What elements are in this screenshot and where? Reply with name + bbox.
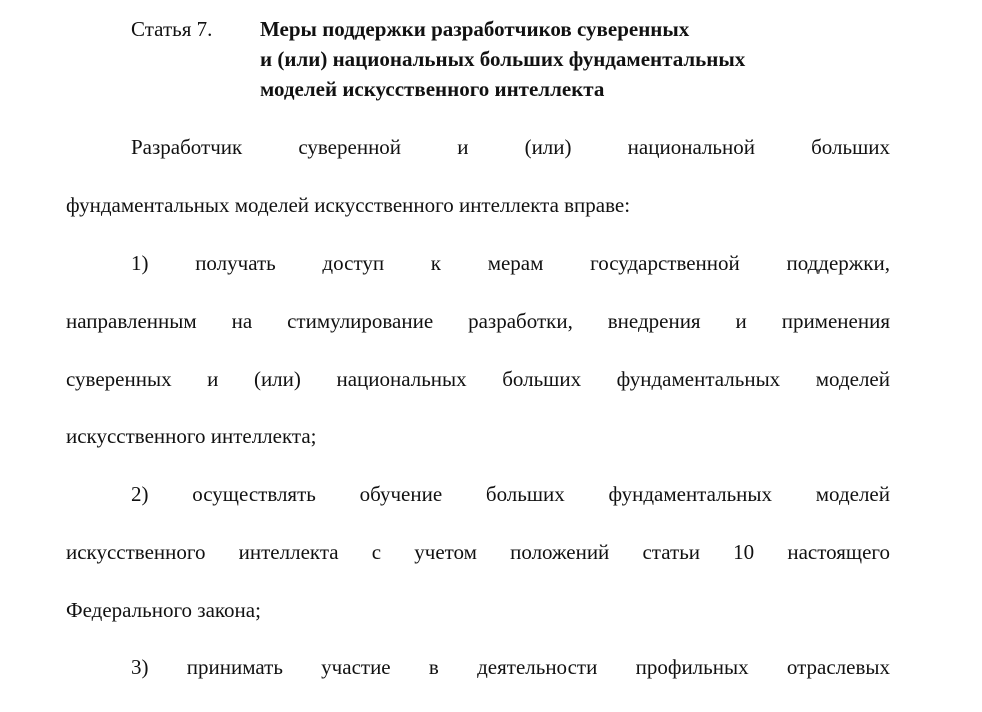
article-title-line-2: и (или) национальных больших фундаментальных: [260, 47, 746, 71]
article-title-line-3: моделей искусственного интеллекта: [260, 77, 605, 101]
paragraph-intro-line-1: Разработчик суверенной и (или) национальной больших: [131, 135, 890, 159]
item-3-line-1: 3) принимать участие в деятельности профильных отраслевых: [131, 655, 890, 679]
paragraph-intro-line-2: фундаментальных моделей искусственного интеллекта вправе:: [66, 193, 631, 217]
item-2-line-1: 2) осуществлять обучение больших фундаментальных моделей: [131, 482, 890, 506]
item-1-line-1: 1) получать доступ к мерам государственной поддержки,: [131, 251, 890, 275]
article-number: Статья 7.: [131, 17, 213, 41]
item-1-line-2: направленным на стимулирование разработки, внедрения и применения: [66, 309, 890, 333]
item-2-line-2: искусственного интеллекта с учетом положений статьи 10 настоящего: [66, 540, 890, 564]
item-1-line-3: суверенных и (или) национальных больших фундаментальных моделей: [66, 367, 890, 391]
article-title-line-1: Меры поддержки разработчиков суверенных: [260, 17, 690, 41]
item-2-line-3: Федерального закона;: [66, 598, 261, 622]
article-title: [260, 14, 745, 104]
item-1-line-4: искусственного интеллекта;: [66, 424, 317, 448]
